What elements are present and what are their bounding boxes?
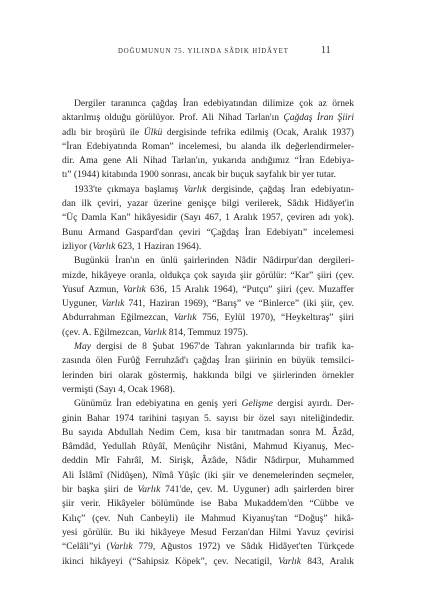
paragraph [62,340,354,397]
text-line: “Üç Damla Kan” hikâyesidir (Sayı 467, 1 Aralık 1957, çeviren adı yok). [62,212,354,224]
running-head: DOĞUMUNUN 75. YILINDA SÂDIK HİDÂYET [118,48,289,55]
paragraph [62,254,354,340]
text-line: şiir verir. Hikâyeler bölümünde ise Baba Mukaddem'den “Cübbe ve [62,498,354,510]
text-line: dan ilk çeviri, yazar üzerine genişçe bilgi verilerek, Sâdık Hidâyet'in [62,198,354,210]
text-line: Bugünkü İran'ın en ünlü şairlerinden Nâdir Nâdirpur'dan dergileri- [74,255,354,267]
text-line: “Celâli”yi (Varlık 779, Ağustos 1972) ve Sâdık Hidâyet'ten Türkçede [62,541,354,553]
text-line: lerinden biri olarak göstermiş, hakkında bilgi ve şiirlerinden örnekler [62,369,354,381]
text-line: (çev. A. Eğilmezcan, Varlık 814, Temmuz 1975). [62,326,248,338]
text-line: deddin Mîr Fahrâî, M. Sirişk, Âzâde, Nâdir Nâdirpur, Muhammed [62,455,354,467]
text-line: ikinci hikâyeyi (“Sahipsiz Köpek”, çev. Necatigil, Varlık 843, Aralık [62,555,355,567]
text-line: adlı bir broşürü ile Ülkü dergisinde tefrika edilmiş (Ocak, Aralık 1937) [62,126,354,138]
body-text [62,97,354,569]
text-line: Uyguner, Varlık 741, Haziran 1969), “Barış” ve “Binlerce” (iki şiir, çev. [62,298,355,310]
text-line: “İran Edebiyatında Roman” incelemesi, bu alanda ilk değerlendirmeler- [62,140,354,152]
text-line: aktarılmış olduğu görülüyor. Prof. Ali Nihad Tarlan'ın Çağdaş İran Şiiri [62,112,355,124]
text-line: vermişti (Sayı 4, Ocak 1968). [62,383,175,395]
paragraph [62,397,354,569]
paragraph [62,183,354,254]
text-line: izliyor (Varlık 623, 1 Haziran 1964). [62,240,202,252]
text-line: Yusuf Azmun, Varlık 636, 15 Aralık 1964), “Putçu” şiiri (çev. Muzaffer [62,283,354,295]
text-line: Kılıç” (çev. Nuh Canbeyli) ile Mahmud Kiyanuş'tan “Doğuş” hikâ- [62,512,354,524]
text-line: Bâmdâd, Yedullah Rûyâî, Menûçihr Nistâni, Mahmud Kiyanuş, Mec- [62,441,354,453]
text-line: Ali İslâmî (Nidûşen), Nîmâ Yûşîc (iki şiir ve denemelerinden seçmeler, [62,469,354,481]
text-line: Bu sayıda Abdullah Nedim Cem, kısa bir tanıtmadan sonra M. Âzâd, [62,426,354,438]
text-line: Günümüz İran edebiyatına en geniş yeri Gelişme dergisi ayırdı. Der- [74,398,354,410]
text-line: Abdurrahman Eğilmezcan, Varlık 756, Eylül 1970), “Heykeltıraş” şiiri [62,312,354,324]
text-line: Bunu Armand Gaspard'dan çeviri “Çağdaş İran Edebiyatı” incelemesi [62,226,354,238]
text-line: mizde, hikâyeye oranla, oldukça çok sayıda şiir görülür: “Kar” şiiri (çev. [62,269,354,281]
text-line: yesi görülür. Bu iki hikâyeye Mesud Ferzan'dan Hilmi Yavuz çevirisi [62,526,354,538]
text-line: bir başka şiiri de Varlık 741'de, çev. M. Uyguner) adlı şairlerden birer [62,484,354,496]
page-number: 11 [321,45,331,56]
text-line: ginin Bahar 1974 tarihini taşıyan 5. sayısı bir özel sayı niteliğindedir. [62,412,354,424]
text-line: tı” (1944) kitabında 1900 sonrası, ancak bir buçuk sayfalık bir yer tutar. [62,169,336,181]
paragraph [62,97,354,183]
text-line: zasında ölen Furûğ Ferruhzâd'ı çağdaş İran şiirinin en büyük temsilci- [62,355,354,367]
text-line: 1933'te çıkmaya başlamış Varlık dergisinde, çağdaş İran edebiyatın- [74,183,354,195]
text-line: Dergiler taranınca çağdaş İran edebiyatından dilimize çok az örnek [74,98,354,109]
text-line: May dergisi de 8 Şubat 1967'de Tahran yakınlarında bir trafik ka- [74,341,354,353]
text-line: dir. Ama gene Ali Nihad Tarlan'ın, yukarıda andığımız “İran Edebiya- [62,155,354,167]
